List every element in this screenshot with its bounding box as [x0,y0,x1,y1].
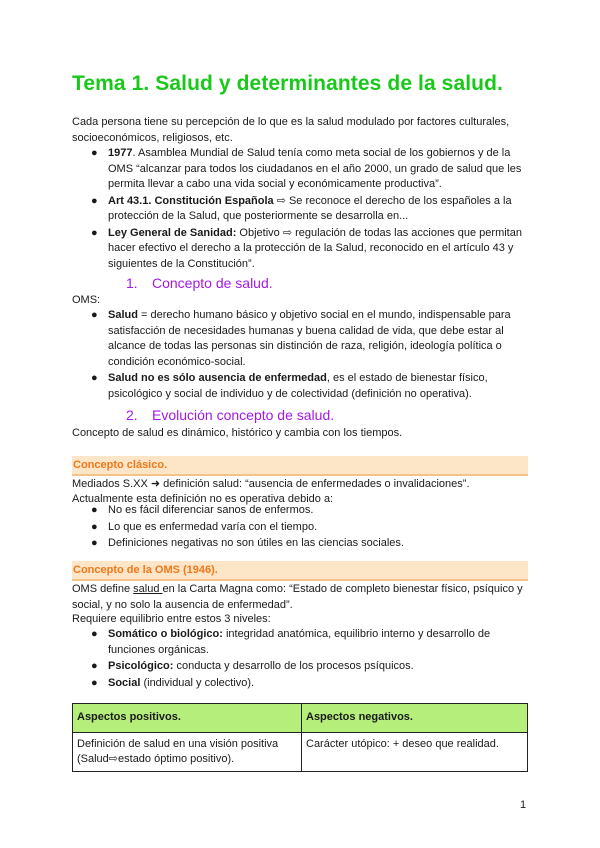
oms-label: OMS: [72,294,101,306]
table-cell-positive: Definición de salud en una visión positiva (Salud⇨estado óptimo positivo). [73,733,302,772]
list-item: ● Definiciones negativas no son útiles en las ciencias sociales. [72,536,532,552]
bullet-icon: ● [91,520,98,533]
bullet-icon: ● [91,309,98,321]
bullet-icon: ● [91,660,98,672]
oms-requires-line: Requiere equilibrio entre estos 3 niveles: [72,613,271,625]
section-heading-evolucion: 2. Evolución concepto de salud. [126,407,335,423]
bullet-icon: ● [91,372,98,384]
table-cell-negative: Carácter utópico: + deseo que realidad. [302,733,528,772]
page-number: 1 [520,799,527,811]
bullet-icon: ● [91,628,98,640]
section-heading-concepto-salud: 1. Concepto de salud. [126,275,273,291]
concepto-oms-heading: Concepto de la OMS (1946). [72,561,528,581]
list-item: ● Somático o biológico: integridad anatómica, equilibrio interno y desarrollo de funciones orgánicas. [91,628,491,656]
table-row [73,733,528,772]
list-item: ● Psicológico: conducta y desarrollo de los procesos psíquicos. [72,659,532,675]
list-item: ● Salud no es sólo ausencia de enfermedad, es el estado de bienestar físico, psicológico y social de individuo y de colectividad (definición no operativa). [91,372,488,400]
list-item: ● No es fácil diferenciar sanos de enfermos. [72,503,532,519]
aspects-table [72,703,528,772]
list-item: ● Salud = derecho humano básico y objetivo social en el mundo, indispensable para satisfacción de necesidades humanas y buena calidad de vida, que debe estar al alcance de todas las personas sin distinción de raza, religión, ideología política o condición económico-social. [91,309,511,368]
intro-paragraph: Cada persona tiene su percepción de lo que es la salud modulado por factores culturales, socioeconómicos, religiosos, etc. [72,116,510,144]
niveles-bullet-list [72,627,532,692]
bullet-icon: ● [91,537,98,549]
list-item: ● Social (individual y colectivo). [72,676,532,692]
concepto-clasico-heading: Concepto clásico. [72,456,528,476]
oms-definition-paragraph: OMS define salud en la Carta Magna como: “Estado de completo bienestar físico, psíquico y social, y no solo la ausencia de enfermedad”. [72,583,523,611]
list-item: ● Ley General de Sanidad: Objetivo ⇨ regulación de todas las acciones que permitan hacer efectivo el derecho a la protección de la Salud, reconocido en el artículo 43 y siguientes de la Constitución”. [91,226,522,270]
bullet-icon: ● [91,226,98,239]
intro-bullet-list [72,146,532,273]
evolucion-paragraph: Concepto de salud es dinámico, histórico y cambia con los tiempos. [72,427,403,439]
bullet-icon: ● [91,676,98,689]
list-item: ● Lo que es enfermedad varía con el tiempo. [72,520,532,536]
oms-bullet-list [72,308,532,403]
list-item: ● Art 43.1. Constitución Española ⇨ Se reconoce el derecho de los españoles a la protección de la Salud, que posteriormente se desarrolla en... [91,194,512,222]
table-header-negative: Aspectos negativos. [302,704,528,733]
clasico-line-2: Actualmente esta definición no es operativa debido a: [72,493,334,505]
bullet-icon: ● [91,194,98,207]
list-item: ● 1977. Asamblea Mundial de Salud tenía como meta social de los gobiernos y de la OMS “alcanzar para todos los ciudadanos en el año 2000, un grado de salud que les permita llevar a cabo una vida social y económicamente productiva”. [91,147,522,190]
table-header-positive: Aspectos positivos. [73,704,302,733]
clasico-bullet-list [72,503,532,553]
document-title: Tema 1. Salud y determinantes de la salud. [72,72,503,95]
bullet-icon: ● [91,147,98,159]
clasico-line-1: Mediados S.XX ➜ definición salud: “ausencia de enfermedades o invalidaciones”. [72,478,470,490]
table-header-row [73,704,528,733]
bullet-icon: ● [91,504,98,516]
